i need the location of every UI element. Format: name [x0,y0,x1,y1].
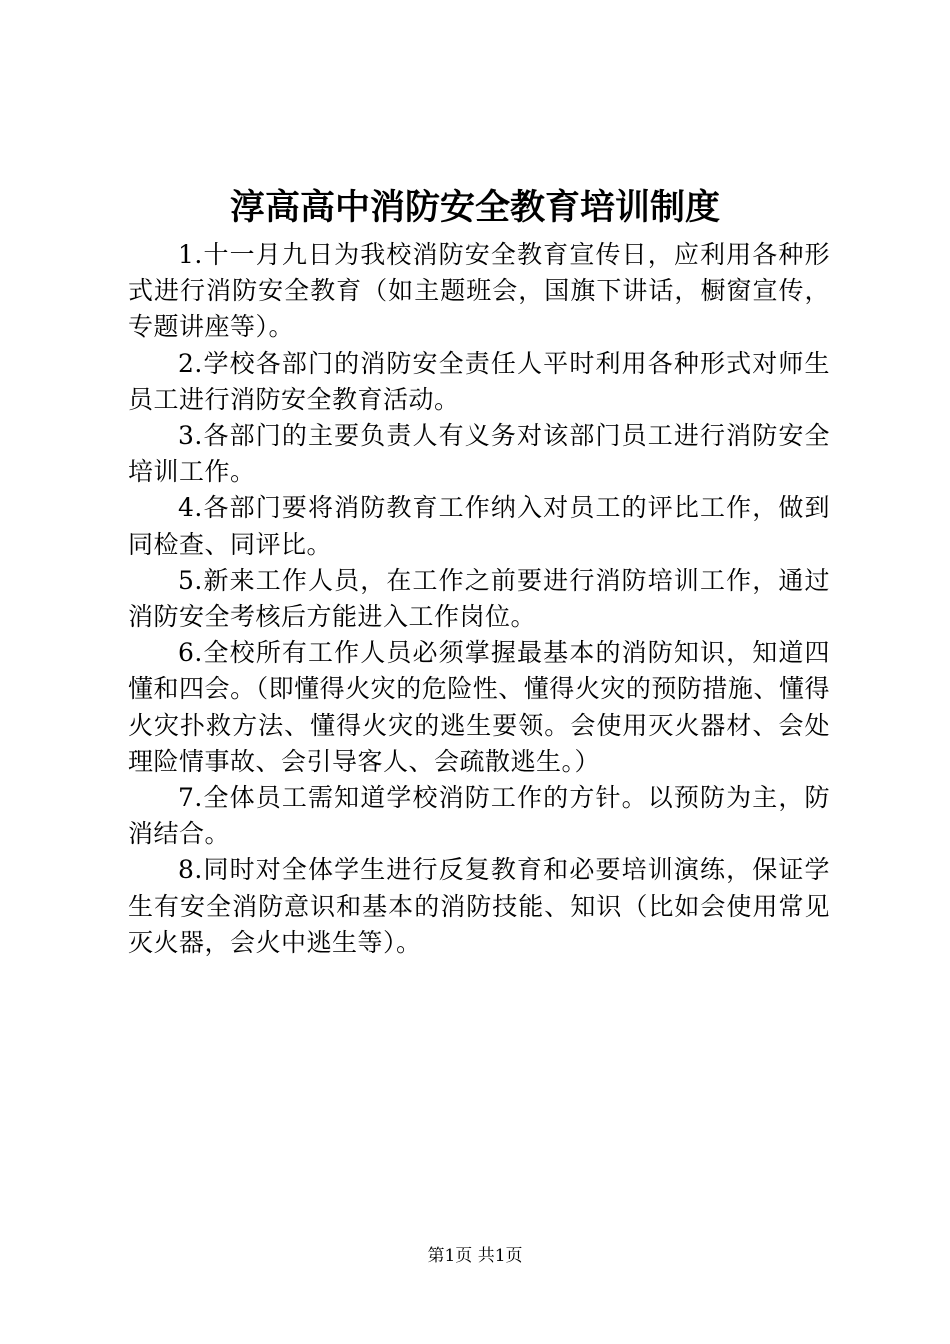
paragraph-7: 7.全体员工需知道学校消防工作的方针。以预防为主，防消结合。 [128,783,830,849]
page-footer: 第1页 共1页 [427,1246,523,1266]
paragraph-2: 2.学校各部门的消防安全责任人平时利用各种形式对师生员工进行消防安全教育活动。 [128,348,830,414]
document-title: 淳高高中消防安全教育培训制度 [229,187,720,228]
paragraph-6: 6.全校所有工作人员必须掌握最基本的消防知识，知道四懂和四会。（即懂得火灾的危险性、懂得火灾的预防措施、懂得火灾扑救方法、懂得火灾的逃生要领。会使用灭火器材、会处理险情事故、会引导客人、会疏散逃生。） [128,638,830,776]
paragraph-5: 5.新来工作人员，在工作之前要进行消防培训工作，通过消防安全考核后方能进入工作岗位。 [128,565,830,632]
paragraph-4: 4.各部门要将消防教育工作纳入对员工的评比工作，做到同检查、同评比。 [128,493,830,559]
paragraph-8: 8.同时对全体学生进行反复教育和必要培训演练，保证学生有安全消防意识和基本的消防技能、知识（比如会使用常见灭火器，会火中逃生等）。 [128,855,830,957]
paragraph-1: 1.十一月九日为我校消防安全教育宣传日，应利用各种形式进行消防安全教育（如主题班会，国旗下讲话，橱窗宣传，专题讲座等）。 [128,240,830,342]
paragraph-3: 3.各部门的主要负责人有义务对该部门员工进行消防安全培训工作。 [128,421,830,487]
document-body [128,237,830,961]
